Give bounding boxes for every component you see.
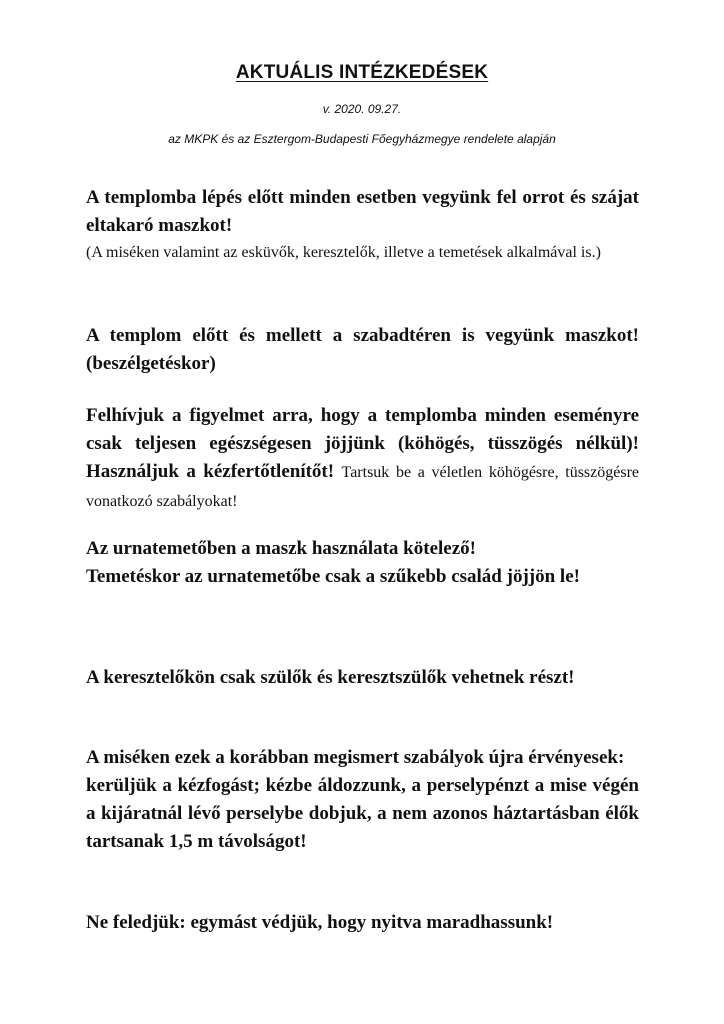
paragraph-urn-cemetery-line1: Az urnatemetőben a maszk használata kötelező! xyxy=(86,538,476,559)
paragraph-urn-cemetery xyxy=(86,535,639,591)
document-date: v. 2020. 09.27. xyxy=(322,102,402,116)
paragraph-mask-entry-bold: A templomba lépés előtt minden esetben vegyünk fel orrot és szájat eltakaró maszkot! xyxy=(86,187,639,236)
paragraph-mask-outdoor-bold: A templom előtt és mellett a szabadtéren is vegyünk maszkot! (beszélgetéskor) xyxy=(86,325,639,374)
paragraph-mask-outdoor xyxy=(86,322,639,378)
document-title: AKTUÁLIS INTÉZKEDÉSEK xyxy=(235,62,489,83)
paragraph-mask-entry xyxy=(86,184,639,266)
paragraph-baptism-bold: A keresztelőkön csak szülők és keresztszülők vehetnek részt! xyxy=(86,667,575,688)
document-subtitle: az MKPK és az Esztergom-Budapesti Főegyházmegye rendelete alapján xyxy=(168,132,556,146)
paragraph-urn-cemetery-line2: Temetéskor az urnatemetőbe csak a szűkebb család jöjjön le! xyxy=(86,566,580,587)
paragraph-mask-entry-note: (A miséken valamint az esküvők, keresztelők, illetve a temetések alkalmával is.) xyxy=(86,244,601,261)
paragraph-health-note: Tartsuk be a véletlen köhögésre, tüsszögésre vonatkozó szabályokat! xyxy=(86,464,640,510)
paragraph-closing-bold: Ne feledjük: egymást védjük, hogy nyitva maradhassunk! xyxy=(86,912,554,933)
paragraph-mass-rules-line1: A miséken ezek a korábban megismert szabályok újra érvényesek: xyxy=(86,747,625,768)
paragraph-health-bold: Felhívjuk a figyelmet arra, hogy a templomba minden eseményre csak teljesen egészségesen jöjjünk (köhögés, tüsszögés nélkül)! Használjuk a kézfertőtlenítőt! xyxy=(86,405,639,482)
paragraph-baptism xyxy=(86,664,639,692)
paragraph-closing xyxy=(86,909,639,937)
paragraph-mass-rules xyxy=(86,744,639,856)
paragraph-health-text xyxy=(86,402,639,516)
paragraph-mass-rules-line2: kerüljük a kézfogást; kézbe áldozzunk, a perselypénzt a mise végén a kijáratnál lévő perselybe dobjuk, a nem azonos háztartásban élők tartsanak 1,5 m távolságot! xyxy=(86,775,639,852)
paragraph-health xyxy=(86,402,639,516)
